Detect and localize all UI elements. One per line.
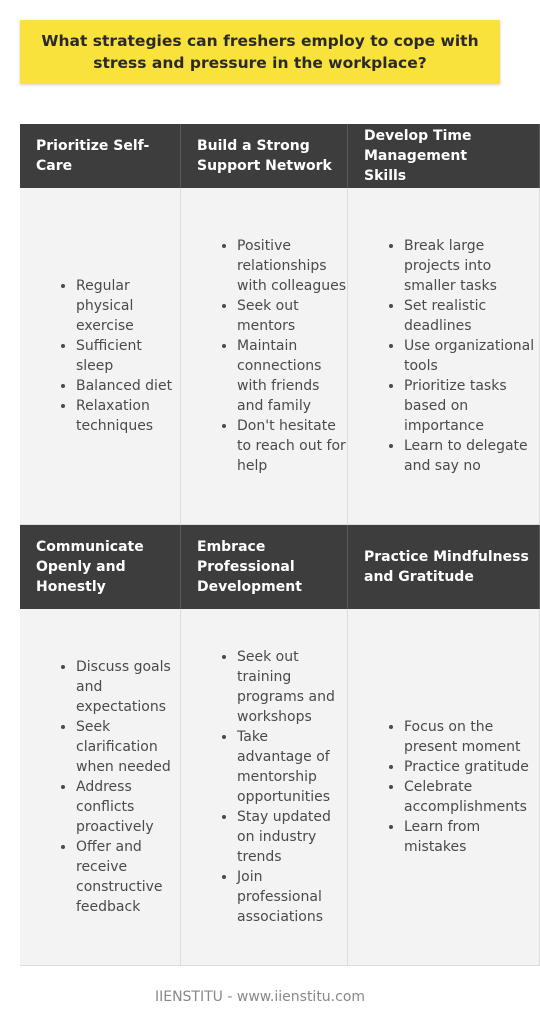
- list-item: • Practice gratitude: [404, 757, 539, 777]
- list-item: • Set realistic deadlines: [404, 296, 539, 336]
- list-item: • Seek clarification when needed: [76, 717, 180, 777]
- strategy-items-communicate: [20, 609, 181, 966]
- item-list: [348, 236, 539, 476]
- heading-text: Prioritize Self-Care: [36, 138, 150, 174]
- item-list: [348, 717, 539, 857]
- strategy-items-self-care: [20, 188, 181, 525]
- list-item: • Discuss goals and expectations: [76, 657, 180, 717]
- list-item: • Offer and receive constructive feedback: [76, 837, 180, 917]
- item-list: [20, 276, 180, 436]
- list-item: • Regular physical exercise: [76, 276, 180, 336]
- list-item: • Balanced diet: [76, 376, 180, 396]
- list-item: • Positive relationships with colleagues: [237, 236, 347, 296]
- heading-text: Embrace Professional Development: [197, 539, 302, 595]
- list-item: • Relaxation techniques: [76, 396, 180, 436]
- strategy-heading-support-network: [181, 124, 348, 188]
- list-item: • Take advantage of mentorship opportunities: [237, 727, 347, 807]
- item-list: [20, 657, 180, 917]
- list-item: • Seek out training programs and workshops: [237, 647, 347, 727]
- heading-text: Communicate Openly and Honestly: [36, 539, 144, 595]
- strategy-items-time-management: [348, 188, 540, 525]
- list-item: • Use organizational tools: [404, 336, 539, 376]
- list-item: • Sufficient sleep: [76, 336, 180, 376]
- strategy-grid: [20, 124, 535, 966]
- strategy-heading-self-care: [20, 124, 181, 188]
- list-item: • Stay updated on industry trends: [237, 807, 347, 867]
- strategy-items-mindfulness: [348, 609, 540, 966]
- list-item: • Learn from mistakes: [404, 817, 539, 857]
- list-item: • Break large projects into smaller tasks: [404, 236, 539, 296]
- list-item: • Join professional associations: [237, 867, 347, 927]
- list-item: • Maintain connections with friends and family: [237, 336, 347, 416]
- list-item: • Don't hesitate to reach out for help: [237, 416, 347, 476]
- heading-text: Develop Time Management Skills: [364, 128, 472, 184]
- strategy-items-professional-development: [181, 609, 348, 966]
- heading-text: Build a Strong Support Network: [197, 138, 332, 174]
- item-list: [181, 236, 347, 476]
- strategy-heading-mindfulness: [348, 525, 540, 609]
- title-box: [20, 20, 500, 84]
- diagram-title: What strategies can freshers employ to cope with stress and pressure in the workplace?: [41, 32, 479, 72]
- list-item: • Focus on the present moment: [404, 717, 539, 757]
- strategy-heading-communicate: [20, 525, 181, 609]
- list-item: • Learn to delegate and say no: [404, 436, 539, 476]
- strategy-heading-time-management: [348, 124, 540, 188]
- list-item: • Address conflicts proactively: [76, 777, 180, 837]
- list-item: • Celebrate accomplishments: [404, 777, 539, 817]
- heading-text: Practice Mindfulness and Gratitude: [364, 549, 529, 585]
- item-list: [181, 647, 347, 927]
- strategy-items-support-network: [181, 188, 348, 525]
- strategy-heading-professional-development: [181, 525, 348, 609]
- list-item: • Prioritize tasks based on importance: [404, 376, 539, 436]
- footer-credit: IIENSTITU - www.iienstitu.com: [154, 989, 366, 1005]
- list-item: • Seek out mentors: [237, 296, 347, 336]
